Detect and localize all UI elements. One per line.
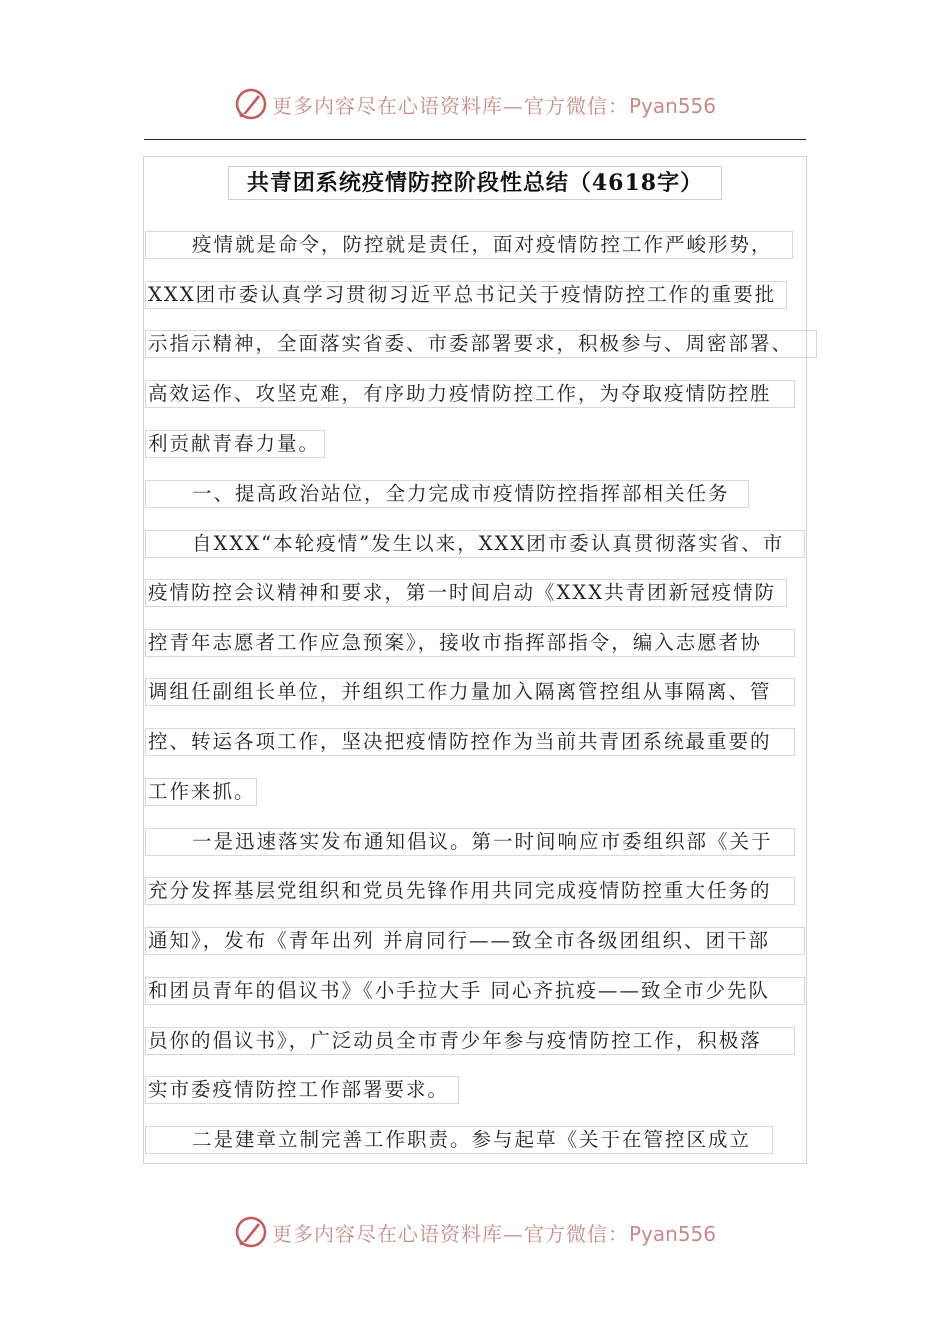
- paragraph-line: 实市委疫情防控工作部署要求。: [145, 1076, 459, 1104]
- paragraph-line: 示指示精神，全面落实省委、市委部署要求，积极参与、周密部署、: [145, 330, 817, 358]
- watermark-wechat-id: Pyan556: [628, 1221, 716, 1246]
- watermark-header: [0, 84, 950, 124]
- header-rule: [144, 139, 806, 140]
- paragraph-line: 二是建章立制完善工作职责。参与起草《关于在管控区成立: [145, 1126, 773, 1154]
- watermark-wechat-id: Pyan556: [628, 93, 716, 118]
- paragraph-line: 工作来抓。: [145, 778, 257, 806]
- document-title: 共青团系统疫情防控阶段性总结（4618字）: [228, 166, 722, 200]
- paragraph-line: 利贡献青春力量。: [145, 430, 325, 458]
- watermark-footer: [0, 1212, 950, 1252]
- paragraph-line: 员你的倡议书》，广泛动员全市青少年参与疫情防控工作，积极落: [145, 1027, 795, 1055]
- paragraph-line: 疫情就是命令，防控就是责任，面对疫情防控工作严峻形势，: [145, 231, 793, 259]
- watermark-text: 更多内容尽在心语资料库—官方微信：Pyan556: [271, 93, 716, 118]
- paragraph-line: 通知》，发布《青年出列 并肩同行——致全市各级团组织、团干部: [145, 927, 805, 955]
- paragraph-line: 控、转运各项工作，坚决把疫情防控作为当前共青团系统最重要的: [145, 728, 795, 756]
- paragraph-line: XXX团市委认真学习贯彻习近平总书记关于疫情防控工作的重要批: [145, 281, 787, 309]
- paragraph-line: 充分发挥基层党组织和党员先锋作用共同完成疫情防控重大任务的: [145, 877, 795, 905]
- paragraph-line: 自XXX“本轮疫情”发生以来，XXX团市委认真贯彻落实省、市: [145, 530, 805, 558]
- paragraph-line: 疫情防控会议精神和要求，第一时间启动《XXX共青团新冠疫情防: [145, 579, 787, 607]
- paragraph-line: 高效运作、攻坚克难，有序助力疫情防控工作，为夺取疫情防控胜: [145, 380, 795, 408]
- paragraph-line: 一是迅速落实发布通知倡议。第一时间响应市委组织部《关于: [145, 828, 795, 856]
- quill-logo-icon: [234, 1215, 268, 1249]
- watermark-text: 更多内容尽在心语资料库—官方微信：Pyan556: [271, 1221, 716, 1246]
- quill-logo-icon: [234, 87, 268, 121]
- paragraph-line: 控青年志愿者工作应急预案》，接收市指挥部指令，编入志愿者协: [145, 629, 795, 657]
- paragraph-line: 和团员青年的倡议书》《小手拉大手 同心齐抗疫——致全市少先队: [145, 977, 805, 1005]
- paragraph-line: 调组任副组长单位，并组织工作力量加入隔离管控组从事隔离、管: [145, 678, 795, 706]
- section-heading-line: 一、提高政治站位，全力完成市疫情防控指挥部相关任务: [145, 480, 749, 508]
